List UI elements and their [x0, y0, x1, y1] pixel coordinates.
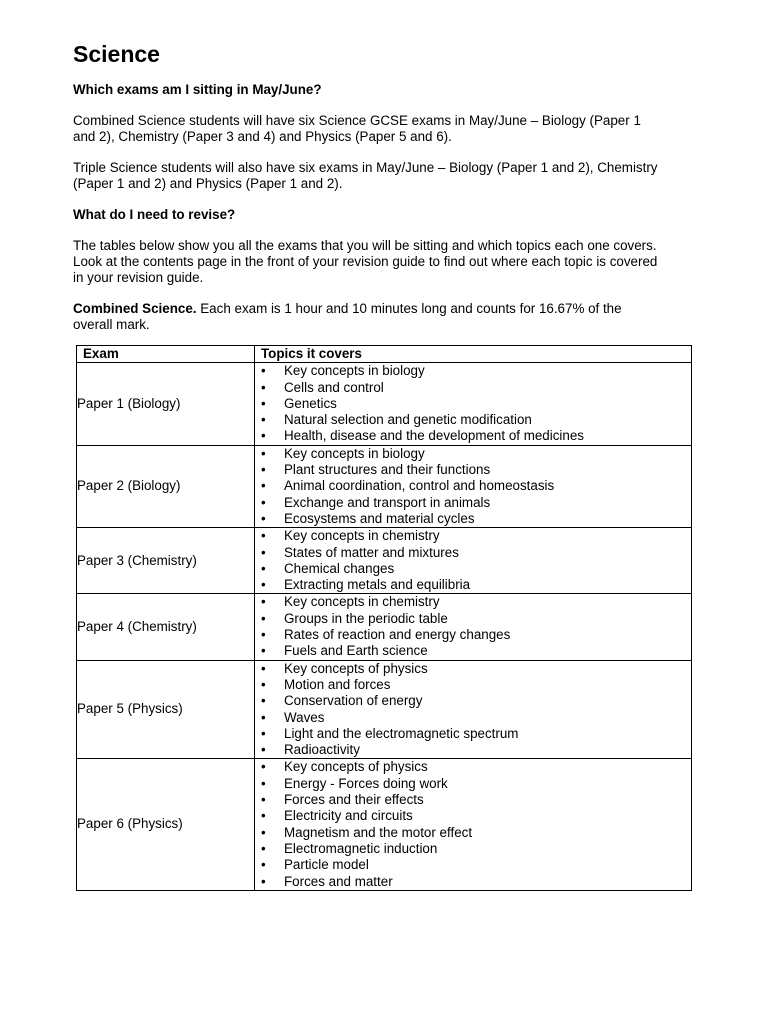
table-row	[77, 528, 692, 594]
topic-item	[255, 594, 691, 610]
paragraph-line: overall mark.	[73, 317, 150, 332]
topics-cell	[255, 660, 692, 759]
combined-science-intro	[73, 301, 703, 333]
triple-science-paragraph	[73, 160, 703, 192]
bullet-icon: •	[261, 395, 266, 411]
topic-list	[255, 594, 691, 659]
bullet-icon: •	[261, 808, 266, 824]
table-row	[77, 363, 692, 445]
topic-text: Electromagnetic induction	[284, 840, 438, 856]
topic-text: Animal coordination, control and homeostasis	[284, 478, 555, 494]
topic-text: Key concepts in chemistry	[284, 528, 440, 544]
topic-text: Magnetism and the motor effect	[284, 824, 473, 840]
topic-text: Fuels and Earth science	[284, 643, 428, 659]
table-row	[77, 660, 692, 759]
topic-item	[255, 412, 691, 428]
topic-text: Motion and forces	[284, 676, 391, 692]
exam-name-cell: Paper 1 (Biology)	[77, 363, 255, 445]
bullet-icon: •	[261, 725, 266, 741]
paragraph-line: Combined Science students will have six Science GCSE exams in May/June – Biology (Paper 1	[73, 113, 641, 128]
topic-text: Ecosystems and material cycles	[284, 510, 475, 526]
topic-text: Light and the electromagnetic spectrum	[284, 725, 519, 741]
bullet-icon: •	[261, 462, 266, 478]
bullet-icon: •	[261, 775, 266, 791]
bullet-icon: •	[261, 693, 266, 709]
topic-item	[255, 446, 691, 462]
bullet-icon: •	[261, 445, 266, 461]
topic-list	[255, 363, 691, 444]
exam-name-cell: Paper 3 (Chemistry)	[77, 528, 255, 594]
bullet-icon: •	[261, 873, 266, 889]
bullet-icon: •	[261, 857, 266, 873]
topics-cell	[255, 363, 692, 445]
bullet-icon: •	[261, 840, 266, 856]
topic-text: Natural selection and genetic modification	[284, 412, 532, 428]
bullet-icon: •	[261, 478, 266, 494]
bullet-icon: •	[261, 494, 266, 510]
bullet-icon: •	[261, 510, 266, 526]
topic-item	[255, 363, 691, 379]
topic-item	[255, 825, 691, 841]
column-header-exam: Exam	[77, 346, 255, 363]
bullet-icon: •	[261, 363, 266, 379]
topic-text: Key concepts in biology	[284, 445, 425, 461]
combined-science-paragraph	[73, 113, 703, 145]
topic-text: Health, disease and the development of medicines	[284, 428, 584, 444]
topic-text: Chemical changes	[284, 560, 395, 576]
bullet-icon: •	[261, 742, 266, 758]
topic-item	[255, 528, 691, 544]
exam-name-cell: Paper 6 (Physics)	[77, 759, 255, 890]
topic-item	[255, 742, 691, 758]
topic-item	[255, 611, 691, 627]
topic-item	[255, 478, 691, 494]
bullet-icon: •	[261, 660, 266, 676]
topic-item	[255, 677, 691, 693]
paragraph-line: and 2), Chemistry (Paper 3 and 4) and Physics (Paper 5 and 6).	[73, 129, 452, 144]
topic-text: Groups in the periodic table	[284, 610, 448, 626]
topic-item	[255, 428, 691, 444]
topic-text: Exchange and transport in animals	[284, 494, 491, 510]
bullet-icon: •	[261, 379, 266, 395]
bullet-icon: •	[261, 428, 266, 444]
topics-cell	[255, 759, 692, 890]
topic-text: Key concepts of physics	[284, 660, 428, 676]
bullet-icon: •	[261, 709, 266, 725]
topic-item	[255, 661, 691, 677]
topic-item	[255, 396, 691, 412]
bullet-icon: •	[261, 792, 266, 808]
exam-name-cell: Paper 4 (Chemistry)	[77, 594, 255, 660]
topic-item	[255, 561, 691, 577]
topic-item	[255, 726, 691, 742]
document-page	[73, 38, 703, 348]
revise-paragraph	[73, 238, 703, 286]
bullet-icon: •	[261, 759, 266, 775]
table-row	[77, 445, 692, 527]
table-header-row	[77, 346, 692, 363]
table-row	[77, 759, 692, 890]
topic-list	[255, 528, 691, 593]
paragraph-line: (Paper 1 and 2) and Physics (Paper 1 and 2).	[73, 176, 343, 191]
topic-item	[255, 627, 691, 643]
topic-item	[255, 759, 691, 775]
combined-science-text: Each exam is 1 hour and 10 minutes long and counts for 16.67% of the	[196, 301, 622, 316]
topic-text: Extracting metals and equilibria	[284, 577, 471, 593]
column-header-topics: Topics it covers	[255, 346, 692, 363]
bullet-icon: •	[261, 528, 266, 544]
topic-item	[255, 710, 691, 726]
topic-list	[255, 759, 691, 889]
topics-cell	[255, 528, 692, 594]
topic-text: Electricity and circuits	[284, 808, 413, 824]
bullet-icon: •	[261, 610, 266, 626]
bullet-icon: •	[261, 412, 266, 428]
bullet-icon: •	[261, 544, 266, 560]
paragraph-line: The tables below show you all the exams that you will be sitting and which topics each one covers.	[73, 238, 657, 253]
topic-item	[255, 874, 691, 890]
topic-text: Waves	[284, 709, 325, 725]
topic-item	[255, 841, 691, 857]
topic-item	[255, 776, 691, 792]
exams-table	[76, 345, 692, 891]
topic-item	[255, 511, 691, 527]
topic-text: Key concepts of physics	[284, 759, 428, 775]
topic-list	[255, 661, 691, 759]
paragraph-line: in your revision guide.	[73, 270, 204, 285]
bullet-icon: •	[261, 676, 266, 692]
topics-cell	[255, 594, 692, 660]
bullet-icon: •	[261, 627, 266, 643]
bullet-icon: •	[261, 643, 266, 659]
topic-item	[255, 495, 691, 511]
topic-text: Forces and matter	[284, 873, 393, 889]
paragraph-line: Look at the contents page in the front of your revision guide to find out where each topic is covered	[73, 254, 658, 269]
topic-item	[255, 792, 691, 808]
exam-name-cell: Paper 5 (Physics)	[77, 660, 255, 759]
paragraph-line	[73, 301, 703, 317]
table-body	[77, 363, 692, 891]
topic-text: Cells and control	[284, 379, 384, 395]
topic-text: Rates of reaction and energy changes	[284, 627, 511, 643]
topic-text: Particle model	[284, 857, 369, 873]
bullet-icon: •	[261, 594, 266, 610]
page-title: Science	[73, 41, 160, 67]
bullet-icon: •	[261, 560, 266, 576]
table-row	[77, 594, 692, 660]
topic-item	[255, 643, 691, 659]
topic-item	[255, 808, 691, 824]
topic-text: Forces and their effects	[284, 792, 424, 808]
topic-text: States of matter and mixtures	[284, 544, 459, 560]
topic-text: Key concepts in biology	[284, 363, 425, 379]
topic-item	[255, 857, 691, 873]
bullet-icon: •	[261, 577, 266, 593]
topics-cell	[255, 445, 692, 527]
revise-heading: What do I need to revise?	[73, 207, 236, 222]
topic-text: Radioactivity	[284, 742, 360, 758]
bullet-icon: •	[261, 824, 266, 840]
topic-text: Genetics	[284, 395, 337, 411]
topic-text: Energy - Forces doing work	[284, 775, 448, 791]
topic-item	[255, 545, 691, 561]
exam-name-cell: Paper 2 (Biology)	[77, 445, 255, 527]
topic-text: Plant structures and their functions	[284, 462, 491, 478]
topic-item	[255, 380, 691, 396]
paragraph-line: Triple Science students will also have six exams in May/June – Biology (Paper 1 and 2), Chemistry	[73, 160, 658, 175]
topic-text: Key concepts in chemistry	[284, 594, 440, 610]
topic-text: Conservation of energy	[284, 693, 423, 709]
topic-item	[255, 577, 691, 593]
exams-heading: Which exams am I sitting in May/June?	[73, 82, 322, 97]
combined-science-lead: Combined Science.	[73, 301, 197, 316]
topic-list	[255, 446, 691, 527]
topic-item	[255, 462, 691, 478]
topic-item	[255, 693, 691, 709]
